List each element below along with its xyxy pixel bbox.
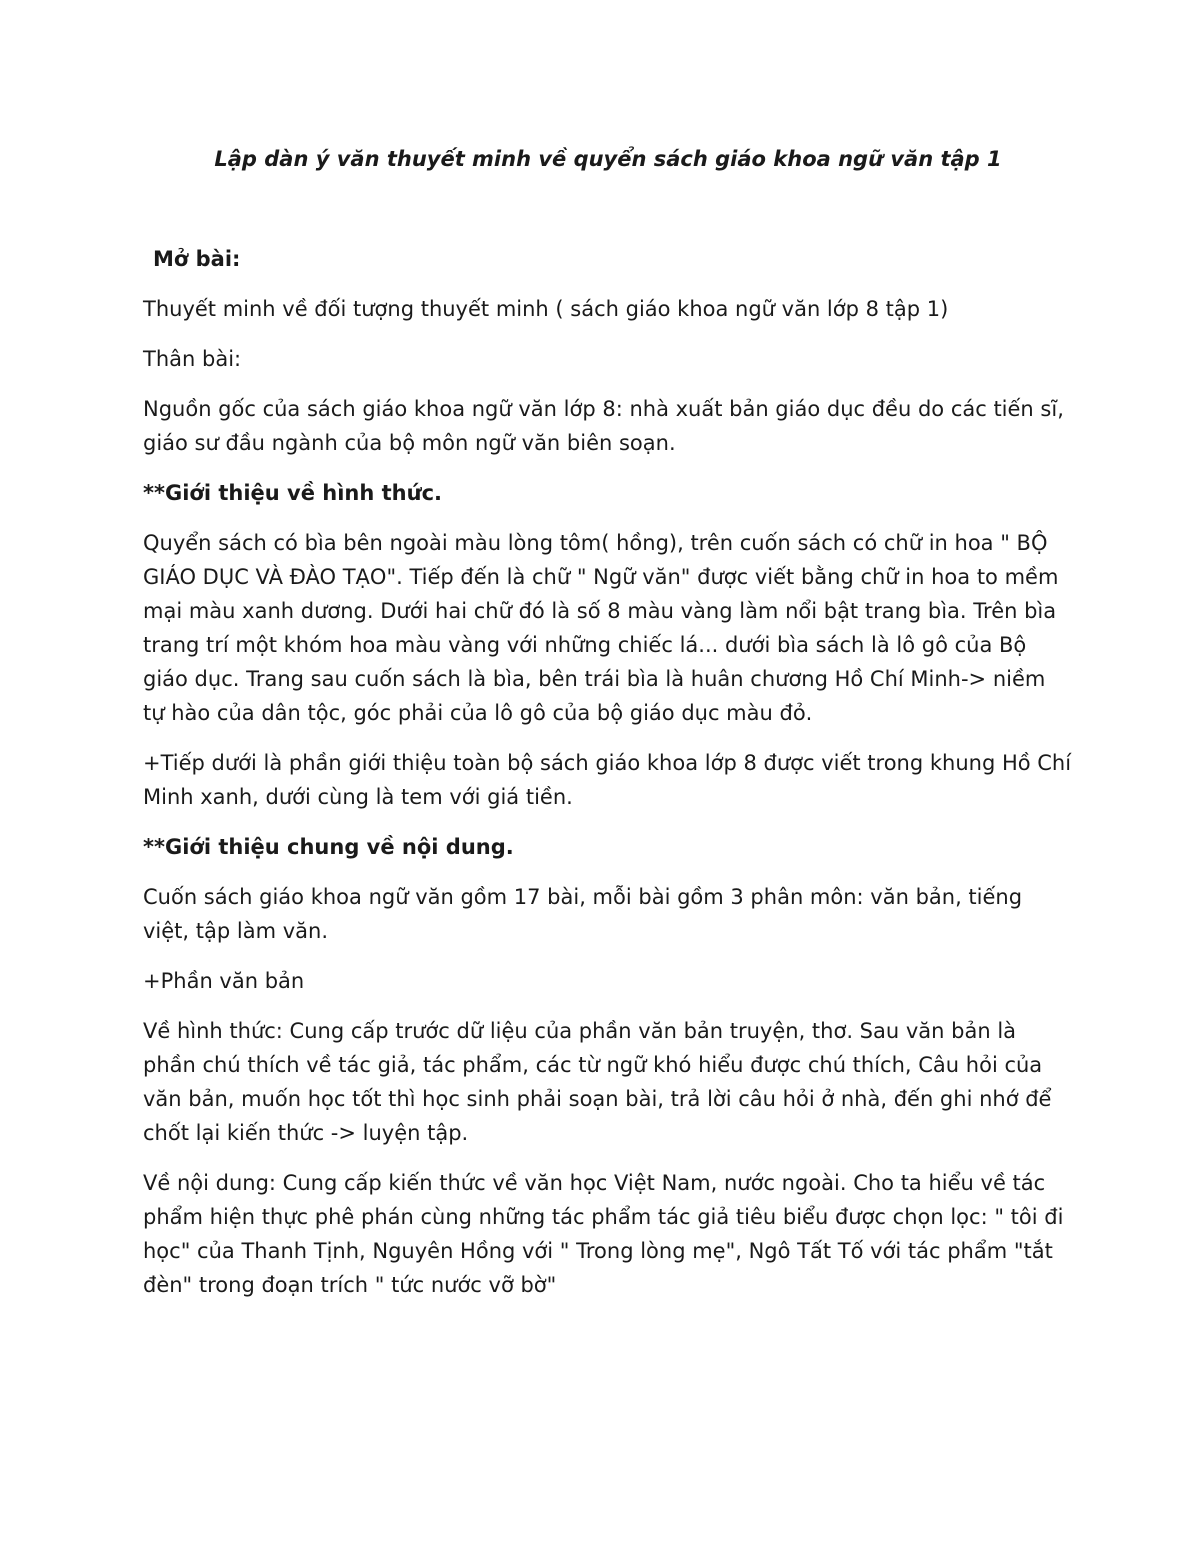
hinh-thuc-heading: **Giới thiệu về hình thức. (143, 481, 442, 505)
mo-bai-paragraph: Thuyết minh về đối tượng thuyết minh ( sách giáo khoa ngữ văn lớp 8 tập 1) (143, 297, 949, 321)
mo-bai-heading: Mở bài: (153, 247, 241, 271)
hinh-thuc-paragraph: Quyển sách có bìa bên ngoài màu lòng tôm( hồng), trên cuốn sách có chữ in hoa " BỘ GIÁO DỤC VÀ ĐÀO TẠO". Tiếp đến là chữ " Ngữ văn" được viết bằng chữ in hoa to mềm mại màu xanh dương. Dưới hai chữ đó là số 8 màu vàng làm nổi bật trang bìa. Trên bìa trang trí một khóm hoa màu vàng với những chiếc lá... dưới bìa sách là lô gô của Bộ giáo dục. Trang sau cuốn sách là bìa, bên trái bìa là huân chương Hồ Chí Minh-> niềm tự hào của dân tộc, góc phải của lô gô của bộ giáo dục màu đỏ. (143, 531, 1059, 725)
phan-van-ban-paragraph: +Phần văn bản (143, 969, 305, 993)
noi-dung-paragraph: Cuốn sách giáo khoa ngữ văn gồm 17 bài, mỗi bài gồm 3 phân môn: văn bản, tiếng việt, tập làm văn. (143, 885, 1023, 943)
ve-hinh-thuc-paragraph: Về hình thức: Cung cấp trước dữ liệu của phần văn bản truyện, thơ. Sau văn bản là phần chú thích về tác giả, tác phẩm, các từ ngữ khó hiểu được chú thích, Câu hỏi của văn bản, muốn học tốt thì học sinh phải soạn bài, trả lời câu hỏi ở nhà, đến ghi nhớ để chốt lại kiến thức -> luyện tập. (143, 1019, 1052, 1145)
than-bai-heading: Thân bài: (143, 347, 242, 371)
document-title: Lập dàn ý văn thuyết minh về quyển sách giáo khoa ngữ văn tập 1 (214, 147, 1002, 171)
noi-dung-heading: **Giới thiệu chung về nội dung. (143, 835, 514, 859)
ve-noi-dung-paragraph: Về nội dung: Cung cấp kiến thức về văn học Việt Nam, nước ngoài. Cho ta hiểu về tác phẩm hiện thực phê phán cùng những tác phẩm tác giả tiêu biểu được chọn lọc: " tôi đi học" của Thanh Tịnh, Nguyên Hồng với " Trong lòng mẹ", Ngô Tất Tố với tác phẩm "tắt đèn" trong đoạn trích " tức nước vỡ bờ" (143, 1171, 1064, 1297)
nguon-goc-paragraph: Nguồn gốc của sách giáo khoa ngữ văn lớp 8: nhà xuất bản giáo dục đều do các tiến sĩ, giáo sư đầu ngành của bộ môn ngữ văn biên soạn. (143, 397, 1064, 455)
tiep-duoi-paragraph: +Tiếp dưới là phần giới thiệu toàn bộ sách giáo khoa lớp 8 được viết trong khung Hồ Chí Minh xanh, dưới cùng là tem với giá tiền. (143, 751, 1072, 809)
document-body (143, 142, 1073, 1302)
